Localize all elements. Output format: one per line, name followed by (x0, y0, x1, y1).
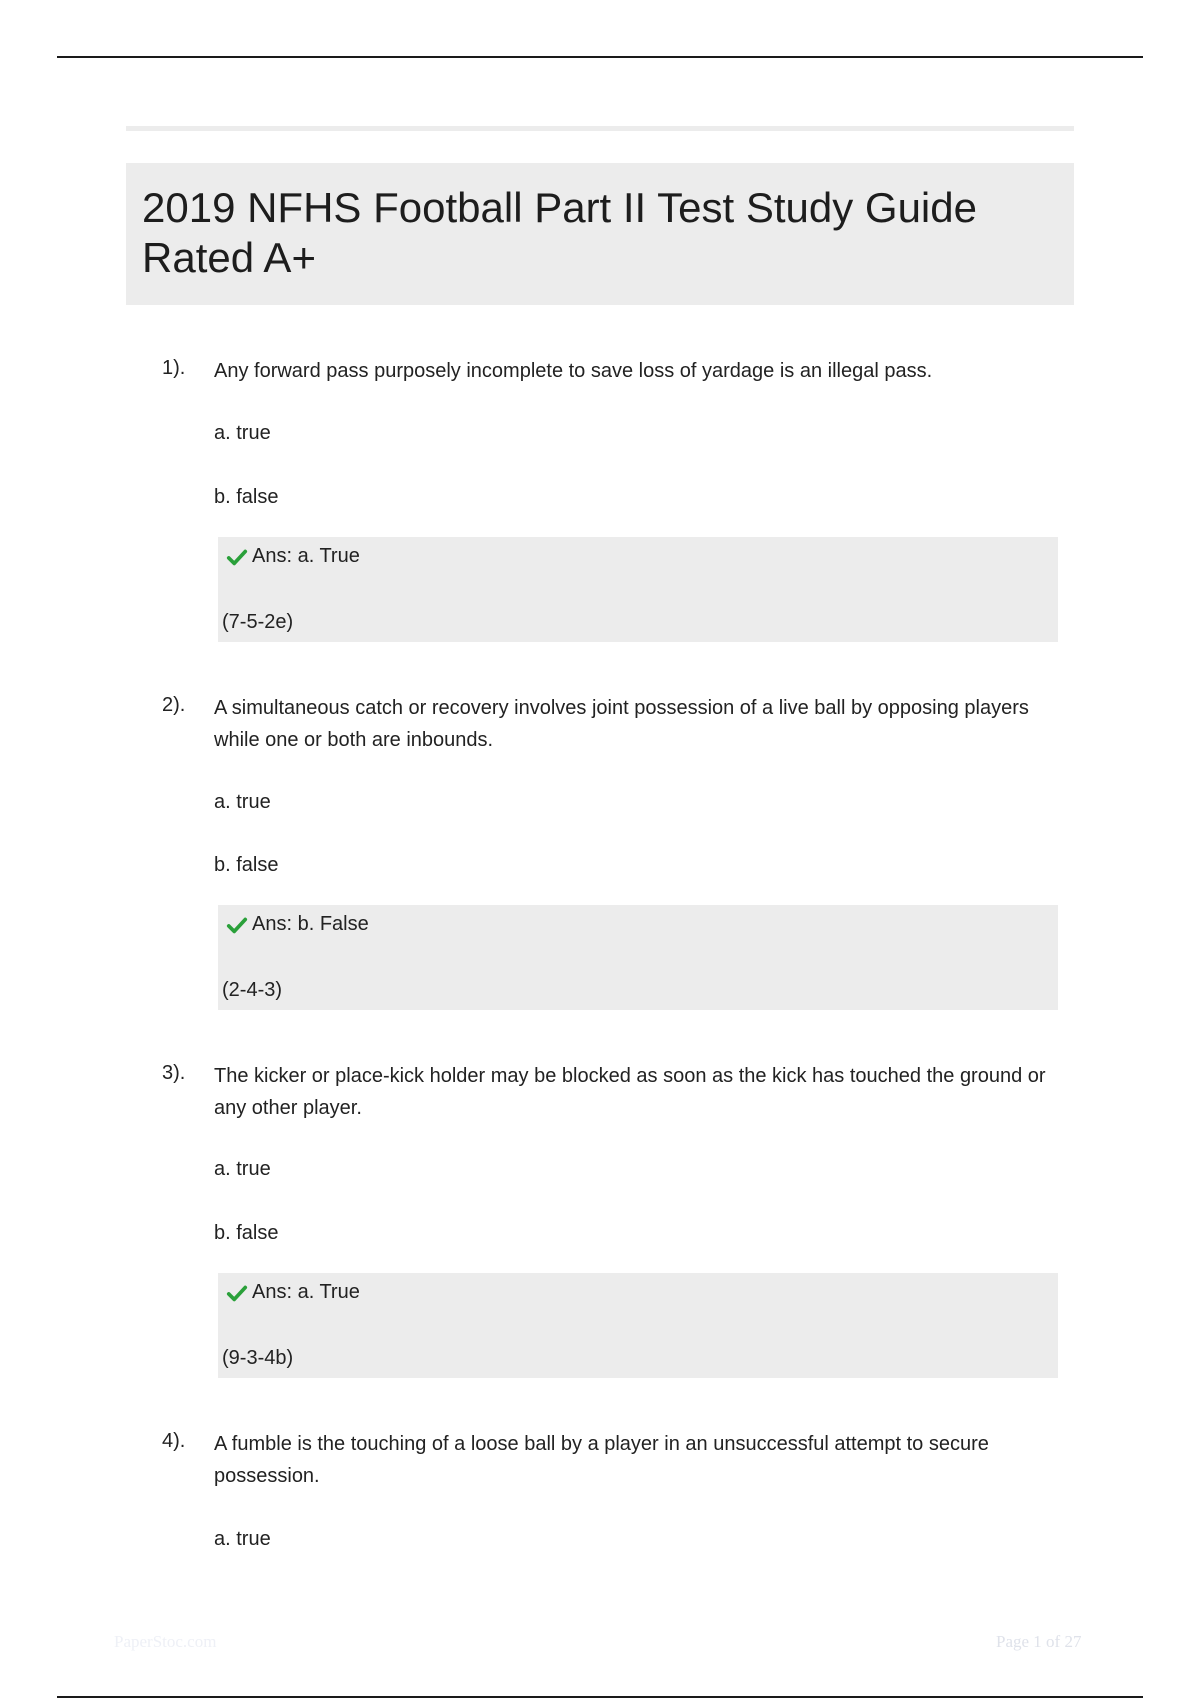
rule-reference: (9-3-4b) (222, 1347, 294, 1369)
option-b: b. false (214, 486, 279, 508)
option-a: a. true (214, 422, 271, 444)
checkmark-icon (226, 914, 248, 936)
question-number: 3). (162, 1062, 186, 1084)
option-a: a. true (214, 1158, 271, 1180)
question-text: A fumble is the touching of a loose ball by a player in an unsuccessful attempt to secure possession. (214, 1433, 989, 1487)
checkmark-icon (226, 1282, 248, 1304)
question-text: The kicker or place-kick holder may be blocked as soon as the kick has touched the ground or any other player. (214, 1065, 1046, 1119)
question-text: Any forward pass purposely incomplete to save loss of yardage is an illegal pass. (214, 360, 933, 382)
bottom-rule (57, 1696, 1143, 1698)
question-number: 2). (162, 694, 186, 716)
answer-box (218, 1273, 1058, 1378)
question-number: 1). (162, 357, 186, 379)
option-a: a. true (214, 1528, 271, 1550)
watermark: PaperStoc.com (114, 1632, 217, 1651)
answer-box (218, 905, 1058, 1010)
title-box (126, 163, 1074, 305)
checkmark-icon (226, 546, 248, 568)
answer-text: Ans: a. True (252, 1281, 360, 1303)
answer-text: Ans: a. True (252, 545, 360, 567)
header-divider (126, 126, 1074, 131)
option-b: b. false (214, 854, 279, 876)
rule-reference: (7-5-2e) (222, 611, 294, 633)
answer-box (218, 537, 1058, 642)
question-text: A simultaneous catch or recovery involves joint possession of a live ball by opposing players while one or both are inbounds. (214, 697, 1029, 751)
page-title: 2019 NFHS Football Part II Test Study Guide Rated A+ (142, 184, 977, 281)
top-rule (57, 56, 1143, 58)
answer-text: Ans: b. False (252, 913, 369, 935)
option-b: b. false (214, 1222, 279, 1244)
rule-reference: (2-4-3) (222, 979, 283, 1001)
option-a: a. true (214, 791, 271, 813)
page-number: Page 1 of 27 (996, 1632, 1082, 1651)
question-number: 4). (162, 1430, 186, 1452)
